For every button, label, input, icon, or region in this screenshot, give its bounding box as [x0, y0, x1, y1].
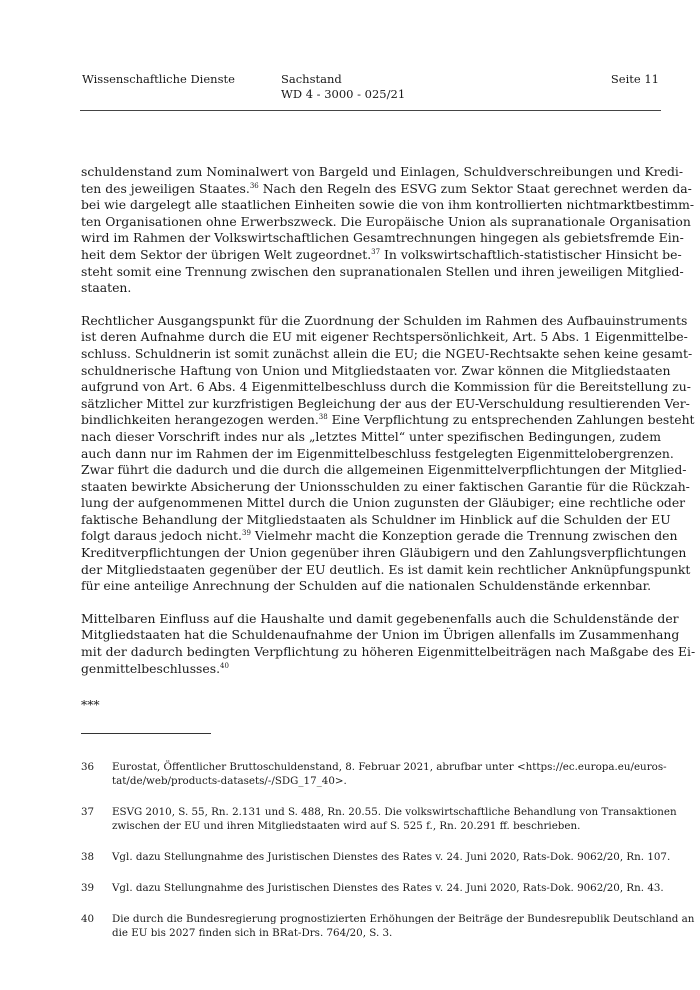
text-line: Vgl. dazu Stellungnahme des Juristischen Dienstes des Rates v. 24. Juni 2020, Rats-Dok. 9062/20, Rn. 107.: [112, 851, 671, 863]
text-line: auch dann nur im Rahmen der im Eigenmittelbeschluss festgelegten Eigenmittelobergrenzen.: [81, 445, 674, 461]
header-page-number: Seite 11: [610, 72, 659, 86]
text-line: schuldenstand zum Nominalwert von Bargeld und Einlagen, Schuldverschreibungen und Kredi-: [81, 164, 684, 179]
text-line: Zwar führt die dadurch und die durch die allgemeinen Eigenmittelverpflichtungen der Mitglied-: [81, 462, 687, 478]
text-line: folgt daraus jedoch nicht.$^{39}$ Vielmehr macht die Konzeption gerade die Trennung zwischen den: [81, 528, 678, 544]
footnote-divider: [81, 733, 211, 734]
text-line: ESVG 2010, S. 55, Rn. 2.131 und S. 488, Rn. 20.55. Die volkswirtschaftliche Behandlung von Transaktionen: [112, 806, 677, 818]
footnote-text: [112, 760, 667, 788]
text-line: heit dem Sektor der übrigen Welt zugeordnet.$^{37}$ In volkswirtschaftlich-statistischer Hinsicht be-: [81, 246, 682, 262]
text-line: Eurostat, Öffentlicher Bruttoschuldenstand, 8. Februar 2021, abrufbar unter <https://ec.europa.eu/euros-: [112, 761, 667, 773]
text-line: bei wie dargelegt alle staatlichen Einheiten sowie die von ihm kontrollierten nichtmarktbestimm-: [81, 197, 695, 213]
footnote-text: [112, 912, 694, 940]
text-line: für eine anteilige Anrechnung der Schulden auf die nationalen Schuldenstände erkennbar.: [81, 578, 652, 594]
text-line: aufgrund von Art. 6 Abs. 4 Eigenmittelbeschluss durch die Kommission für die Bereitstellung zu-: [81, 379, 691, 395]
text-line: der Mitgliedstaaten gegenüber der EU deutlich. Es ist damit kein rechtlicher Anknüpfungspunkt: [81, 561, 691, 577]
text-line: ten Organisationen ohne Erwerbszweck. Die Europäische Union als supranationale Organisation: [81, 213, 691, 229]
footnote-marker[interactable]: 38: [318, 413, 328, 422]
footnote: [81, 881, 664, 895]
footnote-number: 37: [81, 806, 95, 818]
text-line: tat/de/web/products-datasets/-/SDG_17_40>.: [112, 775, 347, 787]
text-line: Mittelbaren Einfluss auf die Haushalte und damit gegebenenfalls auch die Schuldenstände der: [81, 610, 679, 626]
text-line: staaten bewirkte Absicherung der Unionsschulden zu einer faktischen Garantie für die Rückzah-: [81, 478, 690, 494]
footnote-number: 38: [81, 851, 95, 863]
text-line: Mitgliedstaaten hat die Schuldenaufnahme der Union im Übrigen allenfalls im Zusammenhang: [81, 627, 680, 643]
text-line: schuldnerische Haftung von Union und Mitgliedstaaten vor. Zwar können die Mitgliedstaaten: [81, 362, 671, 378]
header-institution: Wissenschaftliche Dienste: [82, 72, 235, 86]
footnote: [81, 912, 695, 940]
text-line: die EU bis 2027 finden sich in BRat-Drs. 764/20, S. 3.: [112, 927, 393, 939]
footnote-marker[interactable]: 40: [220, 661, 229, 670]
paragraph: [81, 610, 696, 677]
footnote-number: 39: [81, 882, 95, 894]
footnote: [81, 805, 677, 833]
paragraph: [81, 164, 695, 297]
text-line: ten des jeweiligen Staates.$^{36}$ Nach den Regeln des ESVG zum Sektor Staat gerechnet werden da-: [81, 180, 692, 196]
text-line: faktische Behandlung der Mitgliedstaaten als Schuldner im Hinblick auf die Schulden der EU: [81, 511, 671, 527]
text-line: Vgl. dazu Stellungnahme des Juristischen Dienstes des Rates v. 24. Juni 2020, Rats-Dok. 9062/20, Rn. 43.: [112, 882, 664, 894]
text-line: genmittelbeschlusses.$^{40}$: [81, 660, 229, 676]
footnote: [81, 760, 667, 788]
text-line: mit der dadurch bedingten Verpflichtung zu höheren Eigenmittelbeiträgen nach Maßgabe des Ei-: [81, 644, 696, 660]
footnote: [81, 850, 671, 864]
text-line: schluss. Schuldnerin ist somit zunächst allein die EU; die NGEU-Rechtsakte sehen keine gesamt-: [81, 345, 693, 361]
text-line: Kreditverpflichtungen der Union gegenüber ihren Gläubigern und den Zahlungsverpflichtungen: [81, 545, 687, 561]
text-line: ist deren Aufnahme durch die EU mit eigener Rechtspersönlichkeit, Art. 5 Abs. 1 Eigenmittelbe-: [81, 329, 688, 345]
header-document-info: [281, 72, 405, 102]
header-doc-type: Sachstand: [281, 72, 342, 86]
main-text: [81, 164, 696, 714]
header-doc-reference: WD 4 - 3000 - 025/21: [281, 87, 406, 101]
footnote-text: [112, 881, 664, 895]
footnote-number: 40: [81, 913, 95, 925]
footnote-marker[interactable]: 39: [241, 529, 251, 538]
text-line: nach dieser Vorschrift indes nur als „letztes Mittel“ unter spezifischen Bedingungen, zudem: [81, 428, 661, 444]
footnote-marker[interactable]: 36: [249, 181, 259, 190]
text-line: zwischen der EU und ihren Mitgliedstaaten wird auf S. 525 f., Rn. 20.291 ff. beschrieben.: [112, 820, 581, 832]
footnote-number: 36: [81, 761, 95, 773]
text-line: sätzlicher Mittel zur kurzfristigen Begleichung der aus der EU-Verschuldung resultierenden Ver-: [81, 395, 690, 411]
text-line: Rechtlicher Ausgangspunkt für die Zuordnung der Schulden im Rahmen des Aufbauinstruments: [81, 312, 688, 328]
section-separator: ***: [81, 697, 100, 713]
footnote-text: [112, 850, 670, 864]
text-line: Die durch die Bundesregierung prognostizierten Erhöhungen der Beiträge der Bundesrepublik Deutschland an: [112, 913, 695, 925]
text-line: bindlichkeiten herangezogen werden.$^{38}$ Eine Verpflichtung zu entsprechenden Zahlungen besteht: [81, 412, 695, 428]
text-line: staaten.: [81, 280, 132, 296]
text-line: steht somit eine Trennung zwischen den supranationalen Stellen und ihren jeweiligen Mitglied-: [81, 263, 684, 279]
text-line: wird im Rahmen der Volkswirtschaftlichen Gesamtrechnungen hingegen als gebietsfremde Ein-: [81, 230, 684, 246]
text-line: lung der aufgenommenen Mittel durch die Union zugunsten der Gläubiger; eine rechtliche oder: [81, 495, 686, 511]
footnote-marker[interactable]: 37: [371, 247, 381, 256]
header-divider: [80, 110, 661, 111]
paragraph: [81, 312, 695, 595]
footnote-text: [112, 805, 677, 833]
footnotes: [81, 760, 695, 957]
